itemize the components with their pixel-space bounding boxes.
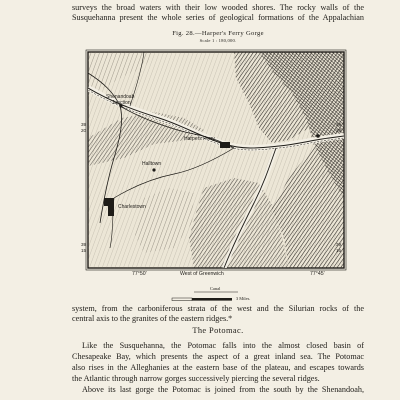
paragraph-line-5: Above its last gorge the Potomac is joined from the south by the Shenandoah,: [82, 385, 364, 394]
legend-miles: 3 Miles.: [236, 296, 251, 301]
label-junction-2: Junction: [112, 100, 131, 106]
label-harpers-ferry: Harpers Ferry: [184, 136, 215, 142]
label-junction-1: Shenandoah: [106, 94, 135, 100]
paragraph-line-4: the Atlantic through narrow gorges successively piercing the several ridges.: [72, 374, 320, 383]
lat-top-right-deg: 39: [336, 122, 342, 127]
lon-left: 77°50': [132, 271, 147, 277]
label-halltown: Halltown: [142, 161, 162, 167]
meridian-label: West of Greenwich: [180, 271, 224, 277]
paragraph-line-1: Like the Susquehanna, the Potomac falls into the almost closed basin of: [82, 341, 364, 350]
lat-bottom-left-deg: 39: [81, 242, 87, 247]
lon-right: 77°45': [310, 271, 325, 277]
paragraph-line-2: Chesapeake Bay, which presents the aspect of a great inland sea. The Potomac: [72, 352, 364, 361]
figure-scale: Scale 1 : 180,000.: [199, 38, 237, 43]
harpers-ferry-map: [81, 48, 348, 278]
lat-top-left-deg: 39: [81, 122, 87, 127]
lat-top-right-min: 20: [336, 128, 342, 133]
header-line-2: Susquehanna present the whole series of geological formations of the Appalachian: [72, 13, 364, 22]
body-line-1: system, from the carboniferous strata of the west and the Silurian rocks of the: [72, 304, 364, 313]
lat-bottom-left-min: 15: [81, 248, 87, 253]
legend-canal: Canal: [210, 286, 221, 291]
label-charlestown: Charlestown: [118, 204, 146, 210]
map-legend: [170, 286, 280, 306]
lat-bottom-right-deg: 39: [336, 242, 342, 247]
body-line-2: central axis to the granites of the eastern ridges.*: [72, 314, 233, 323]
figure-caption: Fig. 28.—Harper's Ferry Gorge: [172, 30, 264, 37]
paragraph-line-3: also rises in the Alleghanies at the eastern base of the plateau, and escapes towards: [72, 363, 364, 372]
terrain: [88, 52, 344, 268]
section-title: The Potomac.: [192, 326, 244, 335]
header-line-1: surveys the broad waters with their low wooded shores. The rocky walls of the: [72, 3, 364, 12]
lat-top-left-min: 20: [81, 128, 87, 133]
lat-bottom-right-min: 15: [336, 248, 342, 253]
